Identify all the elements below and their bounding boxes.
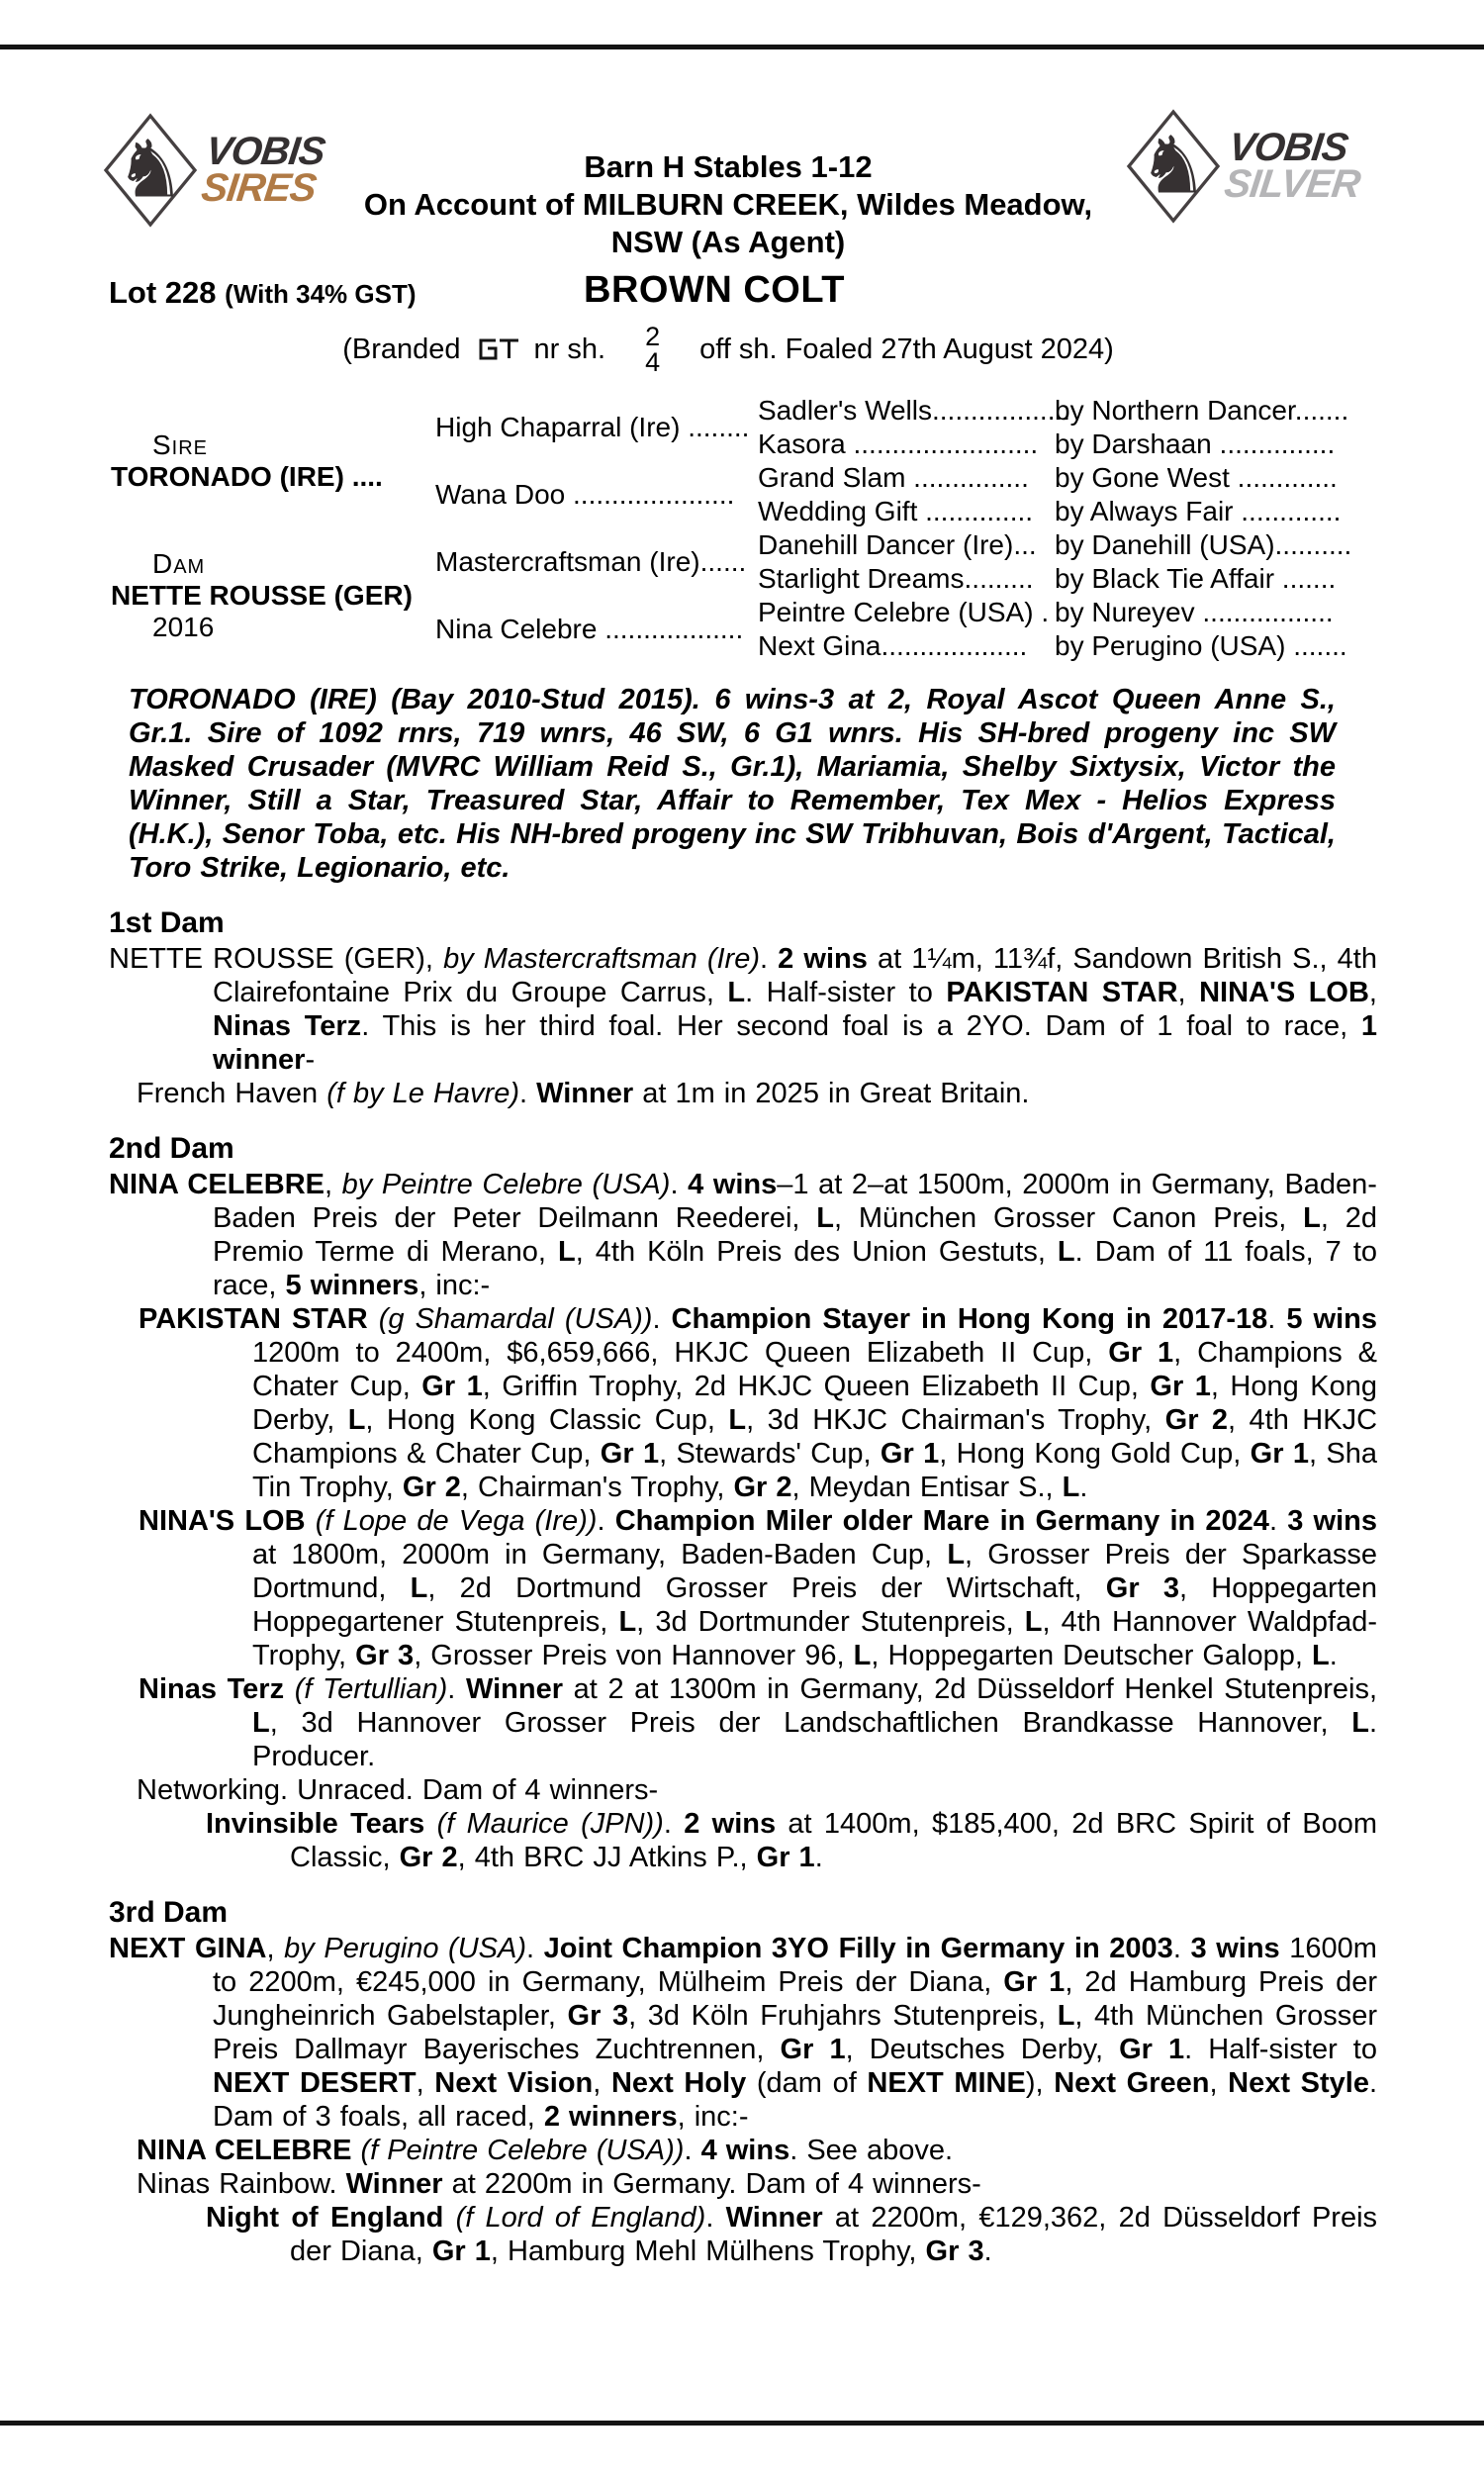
text-segment: (f Lope de Vega (Ire))	[315, 1505, 598, 1537]
text-segment: . Dam of 11 foals, 7 to race,	[213, 1236, 1378, 1301]
text-segment: French Haven	[137, 1078, 327, 1109]
text-segment: at 2 at 1300m in Germany, 2d Düsseldorf Henkel Stutenpreis,	[563, 1673, 1378, 1705]
section-heading: 2nd Dam	[109, 1132, 234, 1165]
pedigree-paragraph	[109, 2201, 1377, 2268]
text-segment: L	[1312, 1640, 1330, 1671]
text-segment: NEXT GINA	[109, 1933, 267, 1964]
text-segment: Gr 1	[1003, 1966, 1066, 1998]
text-segment: L	[410, 1572, 428, 1604]
text-segment: Gr 3	[567, 2000, 629, 2032]
pedigree-gen4-entry: by Northern Dancer.......	[1055, 395, 1349, 426]
text-segment: 2 wins	[778, 943, 868, 975]
lot-label: Lot 228	[109, 275, 217, 310]
text-segment: .	[670, 1169, 689, 1200]
text-segment: L	[1057, 2000, 1075, 2032]
text-segment: Gr 3	[925, 2236, 984, 2267]
text-segment: L	[853, 1640, 872, 1671]
text-segment: , 4th München Grosser Preis Dallmayr Bayerisches Zuchtrennen,	[213, 2000, 1377, 2065]
text-segment: , 4th BRC JJ Atkins P.,	[457, 1842, 757, 1873]
sire-summary-paragraph	[129, 683, 1336, 885]
text-segment: NINA'S LOB	[1199, 977, 1369, 1008]
text-segment: L	[347, 1404, 366, 1436]
text-segment: TORONADO (IRE) (Bay 2010-Stud 2015). 6 wins-3 at 2, Royal Ascot Queen Anne S., Gr.1. Sire of 1092 rnrs, 719 wnrs, 46 SW, 6 G1 wnrs. His SH-bred progeny inc SW Masked Crusader (MVRC William Reid S., Gr.1), Mariamia, Shelby Sixtysix, Victor the Winner, Still a Star, Treasured Star, Affair to Remember, Tex Mex - Helios Express (H.K.), Senor Toba, etc. His NH-bred progeny inc SW Tribhuvan, Bois d'Argent, Tactical, Toro Strike, Legionario, etc.	[129, 684, 1336, 884]
text-segment: Gr 1	[600, 1438, 660, 1470]
text-segment: , inc:-	[418, 1270, 491, 1301]
lot-row	[0, 269, 1484, 317]
text-segment: Gr 1	[1150, 1371, 1211, 1402]
text-segment: Next Holy	[610, 2067, 747, 2099]
gt-brand-icon	[475, 333, 520, 365]
text-segment: .	[684, 2135, 701, 2166]
text-segment: 5 winners	[285, 1270, 419, 1301]
text-segment: L	[1303, 1202, 1321, 1234]
text-segment: .	[760, 943, 779, 975]
text-segment: , Hong Kong Derby,	[252, 1371, 1377, 1436]
text-segment: Gr 1	[1108, 1337, 1174, 1369]
text-segment: ,	[416, 2067, 435, 2099]
text-segment: by Mastercraftsman (Ire)	[443, 943, 760, 975]
svg-text:♞: ♞	[115, 123, 186, 216]
section-heading: 3rd Dam	[109, 1896, 229, 1929]
text-segment: Winner	[465, 1673, 564, 1705]
section-body	[109, 1932, 1377, 2268]
text-segment: by Peintre Celebre (USA)	[341, 1169, 671, 1200]
text-segment: , inc:-	[677, 2101, 749, 2133]
text-segment: .	[1079, 1472, 1088, 1503]
text-segment: .	[1329, 1640, 1338, 1671]
text-segment: L	[618, 1606, 637, 1638]
text-segment: Gr 2	[733, 1472, 792, 1503]
text-segment: , 2d Hamburg Preis der Jungheinrich Gabelstapler,	[213, 1966, 1378, 2032]
text-segment: ,	[1177, 977, 1200, 1008]
text-segment: PAKISTAN STAR	[946, 977, 1178, 1008]
text-segment: L	[252, 1707, 270, 1739]
barn-stables-line: Barn H Stables 1-12	[584, 149, 873, 184]
text-segment: Gr 3	[355, 1640, 415, 1671]
pedigree-paragraph	[109, 2167, 1377, 2201]
text-segment: Next Style	[1228, 2067, 1369, 2099]
pedigree-gen4-entry: by Perugino (USA) .......	[1055, 630, 1347, 661]
text-segment: , Hong Kong Classic Cup,	[365, 1404, 729, 1436]
text-segment: (dam of	[746, 2067, 868, 2099]
text-segment: L	[727, 977, 746, 1008]
pedigree-paragraph	[109, 1168, 1377, 1302]
pedigree-gen3-entry: Wedding Gift ..............	[758, 496, 1034, 526]
pedigree-gen3-entry: Starlight Dreams.........	[758, 563, 1034, 594]
pedigree-dam-cell	[111, 528, 435, 663]
pedigree-paragraph	[109, 1077, 1377, 1110]
text-segment: L	[728, 1404, 747, 1436]
pedigree-gen4-entry: by Gone West .............	[1055, 462, 1338, 493]
pedigree-gen2-entry: Nina Celebre ..................	[435, 614, 744, 644]
pedigree-paragraph	[109, 1773, 1377, 1807]
text-segment: .	[1268, 1505, 1288, 1537]
lot-number	[109, 275, 416, 311]
account-line-2: NSW (As Agent)	[610, 225, 846, 259]
text-segment: 1200m to 2400m, $6,659,666, HKJC Queen Elizabeth II Cup,	[252, 1337, 1109, 1369]
text-segment: .	[1267, 1303, 1287, 1335]
text-segment: Gr 1	[421, 1371, 483, 1402]
third-dam-section	[109, 1896, 1377, 2268]
text-segment: (f Peintre Celebre (USA))	[360, 2135, 685, 2166]
text-segment: Gr 1	[1119, 2034, 1185, 2065]
pedigree-paragraph	[109, 1302, 1377, 1504]
text-segment: 4 wins	[700, 2135, 790, 2166]
text-segment: Champion Stayer in Hong Kong in 2017-18	[671, 1303, 1268, 1335]
text-segment: .	[814, 1842, 823, 1873]
text-segment: , 3d HKJC Chairman's Trophy,	[746, 1404, 1165, 1436]
text-segment: . Half-sister to	[1184, 2034, 1377, 2065]
text-segment: –1 at 2–at 1500m, 2000m in Germany, Baden-Baden Preis der Peter Deilmann Reederei,	[213, 1169, 1377, 1234]
section-body	[109, 1168, 1377, 1874]
text-segment: .	[652, 1303, 672, 1335]
dam-name: NETTE ROUSSE (GER)	[111, 580, 413, 611]
pedigree-paragraph	[109, 1672, 1377, 1773]
text-segment: , 2d Premio Terme di Merano,	[213, 1202, 1377, 1268]
text-segment: 3 wins	[1190, 1933, 1280, 1964]
text-segment: , Sha Tin Trophy,	[252, 1438, 1377, 1503]
lot-gst-note: (With 34% GST)	[225, 279, 417, 309]
text-segment: . This is her third foal. Her second foal is a 2YO. Dam of 1 foal to race,	[361, 1010, 1361, 1042]
text-segment: , Hamburg Mehl Mülhens Trophy,	[490, 2236, 926, 2267]
text-segment: ,	[593, 2067, 611, 2099]
text-segment: (f Maurice (JPN))	[436, 1808, 664, 1840]
pedigree-gen3-entry: Kasora ........................	[758, 428, 1039, 459]
text-segment: Networking. Unraced. Dam of 4 winners-	[137, 1774, 659, 1806]
text-segment: L	[1057, 1236, 1075, 1268]
text-segment: .	[519, 1078, 537, 1109]
pedigree-gen4-entry: by Black Tie Affair .......	[1055, 563, 1337, 594]
text-segment: Gr 1	[880, 1438, 940, 1470]
pedigree-table	[111, 394, 1381, 663]
text-segment: Gr 2	[402, 1472, 461, 1503]
sires-text: SIRES	[199, 166, 319, 210]
text-segment: Joint Champion 3YO Filly in Germany in 2003	[543, 1933, 1173, 1964]
text-segment: (g Shamardal (USA))	[378, 1303, 653, 1335]
pedigree-gen4-entry: by Nureyev .................	[1055, 597, 1334, 627]
pedigree-gen4-entry: by Darshaan ...............	[1055, 428, 1336, 459]
pedigree-gen3-entry: Danehill Dancer (Ire)...	[758, 529, 1037, 560]
fraction-top: 2	[645, 322, 661, 351]
text-segment: ,	[266, 1933, 285, 1964]
text-segment: , 4th Köln Preis des Union Gestuts,	[575, 1236, 1058, 1268]
text-segment: Champion Miler older Mare in Germany in 2024	[614, 1505, 1269, 1537]
pedigree-paragraph	[109, 1807, 1377, 1874]
text-segment: 1 winner	[213, 1010, 1377, 1076]
pedigree-sire-cell	[111, 394, 435, 528]
text-segment: Gr 2	[399, 1842, 458, 1873]
pedigree-paragraph	[109, 1932, 1377, 2134]
text-segment: (f by Le Havre)	[326, 1078, 519, 1109]
text-segment: NINA CELEBRE	[137, 2135, 361, 2166]
text-segment: , Deutsches Derby,	[845, 2034, 1120, 2065]
top-rule	[0, 45, 1484, 49]
near-side-label: nr sh.	[533, 333, 606, 365]
text-segment: .	[663, 1808, 685, 1840]
text-segment: .	[1172, 1933, 1191, 1964]
text-segment: Winner	[345, 2168, 443, 2200]
text-segment: Gr 1	[780, 2034, 846, 2065]
fraction-bottom: 4	[645, 347, 661, 377]
text-segment: L	[1062, 1472, 1080, 1503]
pedigree-gen4-entry: by Danehill (USA)..........	[1055, 529, 1352, 560]
pedigree-gen2-entry: Mastercraftsman (Ire)......	[435, 546, 747, 577]
text-segment: Winner	[725, 2202, 823, 2234]
pedigree-gen2-entry: High Chaparral (Ire) ........	[435, 412, 750, 442]
text-segment: 3 wins	[1287, 1505, 1377, 1537]
text-segment: , Griffin Trophy, 2d HKJC Queen Elizabeth II Cup,	[482, 1371, 1151, 1402]
text-segment: , 3d Hannover Grosser Preis der Landschaftlichen Brandkasse Hannover,	[269, 1707, 1352, 1739]
text-segment: , Grosser Preis der Sparkasse Dortmund,	[252, 1539, 1377, 1604]
text-segment: Ninas Terz	[139, 1673, 295, 1705]
text-segment: at 2200m, €129,362, 2d Düsseldorf Preis der Diana,	[290, 2202, 1378, 2267]
pedigree-gen3-entry: Peintre Celebre (USA) .	[758, 597, 1050, 627]
text-segment: by Perugino (USA)	[284, 1933, 526, 1964]
text-segment: L	[557, 1236, 576, 1268]
sire-label: Sire	[152, 429, 209, 460]
account-line-1: On Account of MILBURN CREEK, Wildes Meadow,	[363, 187, 1093, 222]
text-segment: Next Green	[1054, 2067, 1210, 2099]
text-segment: , 2d Dortmund Grosser Preis der Wirtschaft,	[427, 1572, 1106, 1604]
text-segment: at 1m in 2025 in Great Britain.	[633, 1078, 1030, 1109]
pedigree-gen2-entry: Wana Doo .....................	[435, 479, 735, 510]
pedigree-gen3-entry: Grand Slam ...............	[758, 462, 1029, 493]
text-segment: L	[816, 1202, 834, 1234]
pedigree-paragraph	[109, 1504, 1377, 1672]
text-segment: , Grosser Preis von Hannover 96,	[414, 1640, 854, 1671]
text-segment: .	[983, 2236, 992, 2267]
first-dam-section	[109, 906, 1377, 1110]
second-dam-section	[109, 1132, 1377, 1874]
text-segment: Winner	[536, 1078, 634, 1109]
text-segment: L	[1024, 1606, 1043, 1638]
text-segment: -	[305, 1044, 316, 1076]
text-segment: NINA'S LOB	[139, 1505, 316, 1537]
text-segment: Invinsible Tears	[206, 1808, 437, 1840]
text-segment: . Dam of 3 foals, all raced,	[213, 2067, 1378, 2133]
text-segment: Gr 1	[1250, 1438, 1309, 1470]
silver-text: SILVER	[1222, 162, 1362, 206]
bottom-rule	[0, 2421, 1484, 2426]
page-title: BROWN COLT	[584, 269, 845, 311]
text-segment: .	[447, 1673, 466, 1705]
text-segment: Gr 1	[756, 1842, 815, 1873]
pedigree-gen3-entry: Sadler's Wells..................	[758, 395, 1071, 426]
text-segment: Gr 2	[1164, 1404, 1229, 1436]
section-body	[109, 942, 1377, 1110]
text-segment: , Chairman's Trophy,	[460, 1472, 734, 1503]
text-segment: , Hoppegarten Hoppegartener Stutenpreis,	[252, 1572, 1377, 1638]
pedigree-paragraph	[109, 2134, 1377, 2167]
text-segment: ,	[324, 1169, 342, 1200]
text-segment: .	[526, 1933, 544, 1964]
text-segment: (f Lord of England)	[455, 2202, 706, 2234]
text-segment: 2 wins	[684, 1808, 777, 1840]
pedigree-gen3-entry: Next Gina...................	[758, 630, 1028, 661]
text-segment: .	[597, 1505, 615, 1537]
text-segment: Gr 1	[431, 2236, 491, 2267]
dam-label: Dam	[152, 548, 206, 579]
text-segment: , Hoppegarten Deutscher Galopp,	[871, 1640, 1313, 1671]
text-segment: at 1400m, $185,400, 2d BRC Spirit of Boom Classic,	[290, 1808, 1377, 1873]
text-segment: (f Tertullian)	[294, 1673, 448, 1705]
text-segment: , Hong Kong Gold Cup,	[939, 1438, 1251, 1470]
branding-line	[0, 319, 1470, 380]
vobis-text: VOBIS	[203, 130, 327, 173]
brand-fraction	[645, 324, 660, 375]
text-segment: NINA CELEBRE	[109, 1169, 325, 1200]
text-segment: 2 winners	[543, 2101, 678, 2133]
text-segment: , 4th Hannover Waldpfad-Trophy,	[252, 1606, 1377, 1671]
text-segment: Ninas Terz	[213, 1010, 362, 1042]
text-segment: NEXT MINE	[867, 2067, 1026, 2099]
text-segment: Next Vision	[434, 2067, 594, 2099]
text-segment: , 3d Köln Fruhjahrs Stutenpreis,	[628, 2000, 1058, 2032]
text-segment: , Champions & Chater Cup,	[252, 1337, 1378, 1402]
text-segment: . Producer.	[252, 1707, 1377, 1772]
text-segment: ,	[1368, 977, 1377, 1008]
text-segment: 4 wins	[688, 1169, 778, 1200]
branded-prefix: (Branded	[342, 333, 461, 365]
vobis-text: VOBIS	[1226, 126, 1350, 169]
text-segment: ,	[1209, 2067, 1229, 2099]
pedigree-body	[109, 683, 1377, 2268]
text-segment: Night of England	[206, 2202, 456, 2234]
text-segment: .	[705, 2202, 726, 2234]
text-segment: . Half-sister to	[745, 977, 947, 1008]
text-segment: Ninas Rainbow.	[137, 2168, 346, 2200]
pedigree-gen4-entry: by Always Fair .............	[1055, 496, 1342, 526]
text-segment: at 2200m in Germany. Dam of 4 winners-	[442, 2168, 981, 2200]
text-segment: at 1800m, 2000m in Germany, Baden-Baden Cup,	[252, 1539, 948, 1570]
text-segment: 5 wins	[1286, 1303, 1377, 1335]
dam-year: 2016	[152, 612, 215, 642]
text-segment: , 3d Dortmunder Stutenpreis,	[636, 1606, 1025, 1638]
text-segment: L	[947, 1539, 966, 1570]
text-segment: NEXT DESERT	[213, 2067, 417, 2099]
text-segment: L	[1351, 1707, 1369, 1739]
sire-name: TORONADO (IRE) ....	[111, 461, 383, 492]
text-segment: , 4th HKJC Champions & Chater Cup,	[252, 1404, 1378, 1470]
text-segment: at 1¼m, 11¾f, Sandown British S., 4th Clairefontaine Prix du Groupe Carrus,	[213, 943, 1377, 1008]
text-segment: . See above.	[789, 2135, 954, 2166]
text-segment: NETTE ROUSSE (GER),	[109, 943, 444, 975]
pedigree-paragraph	[109, 942, 1377, 1077]
section-heading: 1st Dam	[109, 906, 225, 939]
text-segment: Gr 3	[1105, 1572, 1179, 1604]
text-segment: , Stewards' Cup,	[659, 1438, 881, 1470]
text-segment: PAKISTAN STAR	[139, 1303, 379, 1335]
svg-text:♞: ♞	[1138, 119, 1209, 212]
branded-suffix: off sh. Foaled 27th August 2024)	[699, 333, 1114, 365]
vendor-header	[0, 148, 1470, 261]
text-segment: , München Grosser Canon Preis,	[834, 1202, 1304, 1234]
text-segment: ),	[1025, 2067, 1055, 2099]
text-segment: 1600m to 2200m, €245,000 in Germany, Mülheim Preis der Diana,	[213, 1933, 1377, 1998]
text-segment: , Meydan Entisar S.,	[791, 1472, 1063, 1503]
